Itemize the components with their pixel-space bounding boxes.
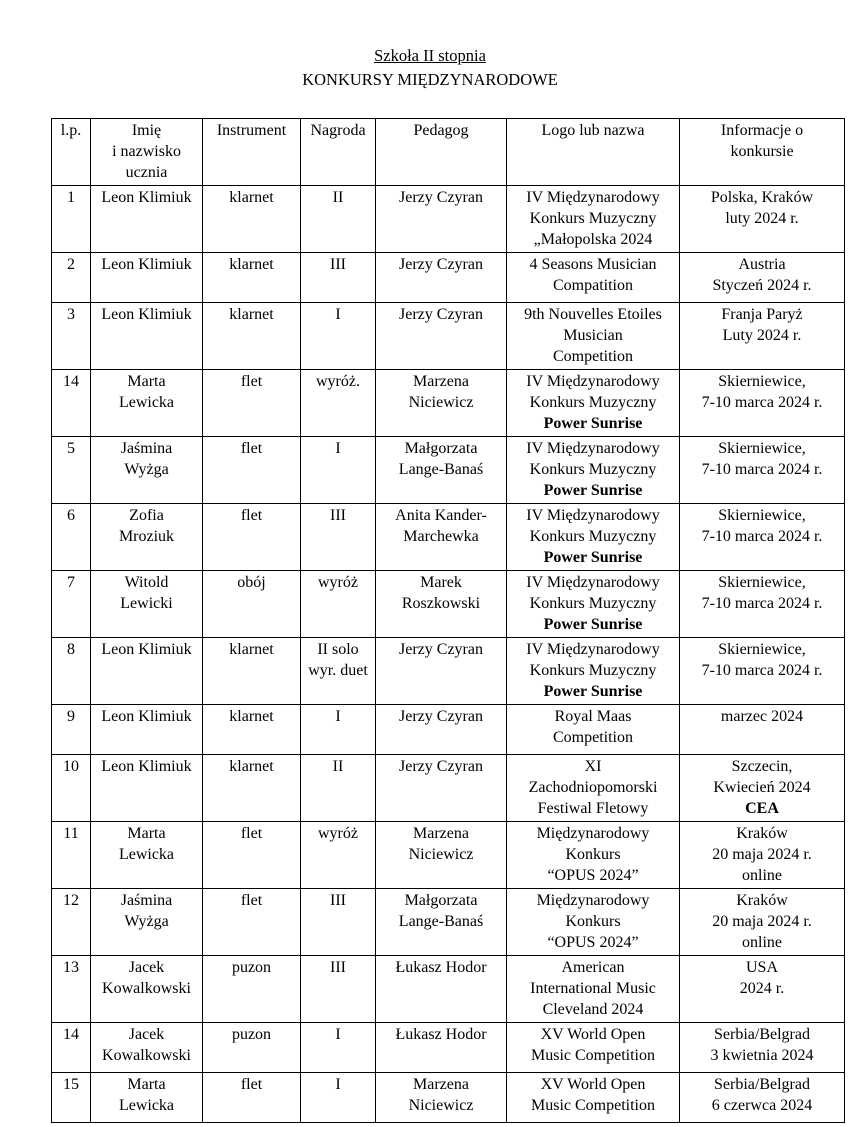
competitions-table bbox=[51, 118, 845, 1123]
cell-competition-info-text: Franja Paryż Luty 2024 r. bbox=[721, 306, 803, 344]
table-row bbox=[52, 705, 845, 755]
cell-lp bbox=[52, 956, 91, 1023]
cell-instrument-text: flet bbox=[240, 892, 263, 909]
cell-instrument-text: klarnet bbox=[229, 641, 274, 658]
table-row bbox=[52, 437, 845, 504]
cell-prize bbox=[301, 889, 376, 956]
cell-prize bbox=[301, 1023, 376, 1073]
cell-lp-text: 1 bbox=[67, 189, 75, 206]
cell-student-text: Jaśmina Wyżga bbox=[120, 892, 173, 930]
cell-prize bbox=[301, 705, 376, 755]
cell-instrument-text: flet bbox=[240, 507, 263, 524]
cell-competition-name-text: XI Zachodniopomorski Festiwal Fletowy bbox=[528, 758, 658, 817]
cell-instrument-text: flet bbox=[240, 1076, 263, 1093]
cell-competition-name-text: IV Międzynarodowy Konkurs Muzyczny bbox=[526, 507, 660, 545]
cell-instrument-text: puzon bbox=[231, 959, 272, 976]
cell-teacher-text: Jerzy Czyran bbox=[399, 708, 483, 725]
cell-competition-info bbox=[680, 437, 845, 504]
cell-teacher bbox=[376, 956, 507, 1023]
cell-instrument-text: obój bbox=[237, 574, 266, 591]
cell-teacher bbox=[376, 253, 507, 303]
cell-lp bbox=[52, 1023, 91, 1073]
cell-competition-name-text: IV Międzynarodowy Konkurs Muzyczny bbox=[526, 574, 660, 612]
cell-competition-info bbox=[680, 705, 845, 755]
cell-prize bbox=[301, 303, 376, 370]
cell-student-text: Marta Lewicka bbox=[118, 373, 175, 411]
cell-lp-text: 14 bbox=[63, 1026, 79, 1043]
cell-lp bbox=[52, 253, 91, 303]
cell-prize bbox=[301, 504, 376, 571]
cell-prize-text: I bbox=[335, 1076, 341, 1093]
cell-prize-text: wyróż bbox=[318, 574, 358, 591]
cell-student-text: Leon Klimiuk bbox=[101, 708, 192, 725]
cell-teacher bbox=[376, 571, 507, 638]
cell-teacher-text: Małgorzata Lange-Banaś bbox=[398, 440, 484, 478]
table-row bbox=[52, 370, 845, 437]
cell-student-text: Jacek Kowalkowski bbox=[102, 959, 191, 997]
cell-teacher bbox=[376, 370, 507, 437]
cell-lp bbox=[52, 370, 91, 437]
cell-teacher bbox=[376, 504, 507, 571]
table-row bbox=[52, 638, 845, 705]
cell-student-text: Jacek Kowalkowski bbox=[102, 1026, 191, 1064]
table-row bbox=[52, 889, 845, 956]
cell-prize bbox=[301, 253, 376, 303]
cell-student-text: Witold Lewicki bbox=[120, 574, 173, 612]
cell-competition-name-text: 4 Seasons Musician Compatition bbox=[529, 256, 657, 294]
cell-competition-info bbox=[680, 303, 845, 370]
cell-competition-info bbox=[680, 889, 845, 956]
cell-competition-info-text: marzec 2024 bbox=[720, 708, 804, 725]
col-header-competition-info: Informacje o konkursie bbox=[680, 119, 845, 186]
cell-teacher bbox=[376, 1023, 507, 1073]
cell-lp-text: 15 bbox=[63, 1076, 79, 1093]
cell-lp-text: 5 bbox=[67, 440, 75, 457]
cell-competition-info-text: Skierniewice, 7-10 marca 2024 r. bbox=[701, 574, 823, 612]
cell-competition-name bbox=[507, 889, 680, 956]
cell-prize-text: II solo wyr. duet bbox=[308, 641, 368, 679]
cell-teacher-text: Łukasz Hodor bbox=[395, 1026, 487, 1043]
cell-lp bbox=[52, 437, 91, 504]
cell-student-text: Zofia Mroziuk bbox=[118, 507, 175, 545]
table-row bbox=[52, 571, 845, 638]
cell-competition-info-text: USA 2024 r. bbox=[739, 959, 785, 997]
cell-instrument-text: klarnet bbox=[229, 708, 274, 725]
cell-student bbox=[91, 755, 203, 822]
cell-student bbox=[91, 705, 203, 755]
cell-competition-info-text: Austria Styczeń 2024 r. bbox=[712, 256, 812, 294]
cell-instrument-text: klarnet bbox=[229, 189, 274, 206]
cell-student bbox=[91, 822, 203, 889]
cell-competition-info-text: Serbia/Belgrad 6 czerwca 2024 bbox=[711, 1076, 813, 1114]
table-row bbox=[52, 1073, 845, 1123]
cell-lp-text: 10 bbox=[63, 758, 79, 775]
cell-lp-text: 7 bbox=[67, 574, 75, 591]
cell-lp bbox=[52, 822, 91, 889]
cell-prize-text: I bbox=[335, 306, 341, 323]
cell-competition-info-text: Skierniewice, 7-10 marca 2024 r. bbox=[701, 641, 823, 679]
cell-prize-text: III bbox=[330, 959, 346, 976]
cell-instrument-text: klarnet bbox=[229, 758, 274, 775]
cell-teacher-text: Jerzy Czyran bbox=[399, 758, 483, 775]
competition-brand-name: Power Sunrise bbox=[543, 482, 643, 499]
cell-instrument bbox=[203, 571, 301, 638]
cell-prize bbox=[301, 638, 376, 705]
table-row bbox=[52, 822, 845, 889]
cell-lp bbox=[52, 755, 91, 822]
cell-teacher-text: Marzena Niciewicz bbox=[408, 825, 474, 863]
col-header-teacher: Pedagog bbox=[376, 119, 507, 186]
cell-teacher-text: Jerzy Czyran bbox=[399, 306, 483, 323]
cell-competition-info bbox=[680, 638, 845, 705]
cell-teacher bbox=[376, 822, 507, 889]
cell-competition-name bbox=[507, 571, 680, 638]
cell-student bbox=[91, 504, 203, 571]
cell-competition-info bbox=[680, 186, 845, 253]
cell-competition-info-text: Kraków 20 maja 2024 r. online bbox=[712, 892, 812, 951]
cell-teacher-text: Łukasz Hodor bbox=[395, 959, 487, 976]
cell-instrument bbox=[203, 437, 301, 504]
table-row bbox=[52, 755, 845, 822]
cell-instrument bbox=[203, 370, 301, 437]
cell-instrument-text: klarnet bbox=[229, 256, 274, 273]
cell-student bbox=[91, 253, 203, 303]
cell-competition-info-text: Skierniewice, 7-10 marca 2024 r. bbox=[701, 373, 823, 411]
cell-teacher-text: Marzena Niciewicz bbox=[408, 1076, 474, 1114]
cell-lp bbox=[52, 571, 91, 638]
cell-student bbox=[91, 571, 203, 638]
cell-teacher bbox=[376, 186, 507, 253]
cell-lp-text: 9 bbox=[67, 708, 75, 725]
cell-lp bbox=[52, 303, 91, 370]
cell-teacher bbox=[376, 638, 507, 705]
cell-student bbox=[91, 303, 203, 370]
col-header-student: Imię i nazwisko ucznia bbox=[91, 119, 203, 186]
cell-teacher-text: Jerzy Czyran bbox=[399, 641, 483, 658]
cell-student-text: Leon Klimiuk bbox=[101, 306, 192, 323]
cell-competition-info bbox=[680, 504, 845, 571]
cell-prize bbox=[301, 755, 376, 822]
cell-student bbox=[91, 1073, 203, 1123]
cell-prize bbox=[301, 186, 376, 253]
cell-instrument bbox=[203, 1073, 301, 1123]
cell-teacher-text: Jerzy Czyran bbox=[399, 189, 483, 206]
cell-instrument bbox=[203, 638, 301, 705]
col-header-competition-name: Logo lub nazwa bbox=[507, 119, 680, 186]
cell-instrument bbox=[203, 889, 301, 956]
table-row bbox=[52, 186, 845, 253]
table-row bbox=[52, 504, 845, 571]
cell-student bbox=[91, 638, 203, 705]
cell-prize-text: I bbox=[335, 708, 341, 725]
cell-instrument-text: flet bbox=[240, 440, 263, 457]
cell-competition-info-text: Serbia/Belgrad 3 kwietnia 2024 bbox=[710, 1026, 814, 1064]
cell-lp bbox=[52, 1073, 91, 1123]
cell-lp bbox=[52, 638, 91, 705]
cell-student bbox=[91, 370, 203, 437]
cell-competition-name bbox=[507, 705, 680, 755]
cell-competition-name bbox=[507, 253, 680, 303]
cell-instrument bbox=[203, 504, 301, 571]
cell-lp-text: 12 bbox=[63, 892, 79, 909]
cell-instrument bbox=[203, 705, 301, 755]
cell-lp bbox=[52, 186, 91, 253]
cell-prize-text: wyróż bbox=[318, 825, 358, 842]
cell-prize bbox=[301, 437, 376, 504]
cell-competition-name-text: IV Międzynarodowy Konkurs Muzyczny „Małopolska 2024 bbox=[526, 189, 660, 248]
cell-competition-name-text: IV Międzynarodowy Konkurs Muzyczny bbox=[526, 641, 660, 679]
cell-competition-name bbox=[507, 638, 680, 705]
cell-instrument bbox=[203, 956, 301, 1023]
page-title: KONKURSY MIĘDZYNARODOWE bbox=[302, 70, 558, 89]
cell-instrument bbox=[203, 186, 301, 253]
cell-competition-name-text: 9th Nouvelles Etoiles Musician Competition bbox=[524, 306, 662, 365]
cell-teacher bbox=[376, 889, 507, 956]
table-row bbox=[52, 956, 845, 1023]
cell-student-text: Leon Klimiuk bbox=[101, 641, 192, 658]
cell-competition-info bbox=[680, 571, 845, 638]
cell-student-text: Marta Lewicka bbox=[118, 1076, 175, 1114]
cell-student bbox=[91, 1023, 203, 1073]
cell-prize-text: I bbox=[335, 1026, 341, 1043]
cell-student-text: Leon Klimiuk bbox=[101, 256, 192, 273]
cell-competition-name-text: IV Międzynarodowy Konkurs Muzyczny bbox=[526, 440, 660, 478]
cell-teacher bbox=[376, 705, 507, 755]
cell-competition-info bbox=[680, 956, 845, 1023]
cell-competition-name-text: American International Music Cleveland 2024 bbox=[530, 959, 656, 1018]
cell-competition-info-text: Kraków 20 maja 2024 r. online bbox=[712, 825, 812, 884]
cell-teacher bbox=[376, 1073, 507, 1123]
cell-lp-text: 6 bbox=[67, 507, 75, 524]
cell-teacher-text: Marek Roszkowski bbox=[401, 574, 481, 612]
cell-instrument bbox=[203, 1023, 301, 1073]
cell-competition-info-text: Szczecin, Kwiecień 2024 bbox=[713, 758, 811, 796]
cell-competition-name bbox=[507, 504, 680, 571]
cell-student bbox=[91, 186, 203, 253]
cell-prize-text: II bbox=[332, 758, 344, 775]
table-row bbox=[52, 1023, 845, 1073]
cell-lp bbox=[52, 705, 91, 755]
cell-lp bbox=[52, 889, 91, 956]
cell-instrument-text: flet bbox=[240, 825, 263, 842]
cell-teacher-text: Marzena Niciewicz bbox=[408, 373, 474, 411]
cell-instrument bbox=[203, 822, 301, 889]
cell-lp-text: 11 bbox=[63, 825, 79, 842]
cell-competition-name bbox=[507, 303, 680, 370]
cell-instrument-text: klarnet bbox=[229, 306, 274, 323]
col-header-lp: l.p. bbox=[52, 119, 91, 186]
table-body bbox=[52, 186, 845, 1123]
cell-instrument bbox=[203, 755, 301, 822]
cell-instrument bbox=[203, 253, 301, 303]
cell-competition-name bbox=[507, 755, 680, 822]
cell-teacher bbox=[376, 303, 507, 370]
cell-student-text: Leon Klimiuk bbox=[101, 758, 192, 775]
table-row bbox=[52, 253, 845, 303]
cell-prize bbox=[301, 1073, 376, 1123]
cell-competition-name bbox=[507, 1073, 680, 1123]
cell-student-text: Marta Lewicka bbox=[118, 825, 175, 863]
cell-student bbox=[91, 956, 203, 1023]
cell-competition-name bbox=[507, 437, 680, 504]
cell-instrument-text: puzon bbox=[231, 1026, 272, 1043]
cell-lp-text: 2 bbox=[67, 256, 75, 273]
cell-competition-info bbox=[680, 1023, 845, 1073]
col-header-instrument: Instrument bbox=[203, 119, 301, 186]
cell-prize-text: III bbox=[330, 507, 346, 524]
cell-teacher bbox=[376, 755, 507, 822]
competition-brand-name: Power Sunrise bbox=[543, 549, 643, 566]
cell-lp-text: 14 bbox=[63, 373, 79, 390]
cell-competition-info-text: Polska, Kraków luty 2024 r. bbox=[710, 189, 814, 227]
cell-prize-text: I bbox=[335, 440, 341, 457]
cell-prize-text: wyróż. bbox=[316, 373, 360, 390]
cell-teacher-text: Anita Kander- Marchewka bbox=[395, 507, 487, 545]
cell-teacher-text: Jerzy Czyran bbox=[399, 256, 483, 273]
cell-lp bbox=[52, 504, 91, 571]
cell-prize-text: II bbox=[332, 189, 344, 206]
competition-brand-name: Power Sunrise bbox=[543, 683, 643, 700]
cell-competition-info bbox=[680, 253, 845, 303]
cell-competition-name bbox=[507, 1023, 680, 1073]
cell-prize bbox=[301, 370, 376, 437]
cell-competition-name-text: XV World Open Music Competition bbox=[531, 1076, 655, 1114]
cell-competition-name bbox=[507, 956, 680, 1023]
cell-competition-name bbox=[507, 822, 680, 889]
cell-competition-info bbox=[680, 822, 845, 889]
cell-prize bbox=[301, 956, 376, 1023]
cell-prize bbox=[301, 822, 376, 889]
cell-prize-text: III bbox=[330, 892, 346, 909]
cell-competition-name-text: XV World Open Music Competition bbox=[531, 1026, 655, 1064]
cell-student bbox=[91, 889, 203, 956]
table-row bbox=[52, 303, 845, 370]
competition-brand-name: Power Sunrise bbox=[543, 415, 643, 432]
cell-competition-info bbox=[680, 1073, 845, 1123]
table-header-row bbox=[52, 119, 845, 186]
cell-competition-name-text: Royal Maas Competition bbox=[553, 708, 633, 746]
competition-brand-name: Power Sunrise bbox=[543, 616, 643, 633]
cell-instrument-text: flet bbox=[240, 373, 263, 390]
cell-teacher bbox=[376, 437, 507, 504]
cell-lp-text: 3 bbox=[67, 306, 75, 323]
cell-competition-info bbox=[680, 370, 845, 437]
cell-prize bbox=[301, 571, 376, 638]
cell-competition-name-text: IV Międzynarodowy Konkurs Muzyczny bbox=[526, 373, 660, 411]
cell-competition-name bbox=[507, 186, 680, 253]
school-level-subtitle: Szkoła II stopnia bbox=[374, 46, 486, 65]
cell-teacher-text: Małgorzata Lange-Banaś bbox=[398, 892, 484, 930]
cell-student-text: Jaśmina Wyżga bbox=[120, 440, 173, 478]
cell-lp-text: 13 bbox=[63, 959, 79, 976]
cell-competition-info-text: Skierniewice, 7-10 marca 2024 r. bbox=[701, 440, 823, 478]
col-header-prize: Nagroda bbox=[301, 119, 376, 186]
cell-competition-name bbox=[507, 370, 680, 437]
cell-lp-text: 8 bbox=[67, 641, 75, 658]
cell-competition-info bbox=[680, 755, 845, 822]
cell-prize-text: III bbox=[330, 256, 346, 273]
cell-competition-name-text: Międzynarodowy Konkurs “OPUS 2024” bbox=[536, 892, 650, 951]
competition-organizer: CEA bbox=[745, 800, 779, 817]
cell-competition-info-text: Skierniewice, 7-10 marca 2024 r. bbox=[701, 507, 823, 545]
cell-competition-name-text: Międzynarodowy Konkurs “OPUS 2024” bbox=[536, 825, 650, 884]
cell-student-text: Leon Klimiuk bbox=[101, 189, 192, 206]
cell-student bbox=[91, 437, 203, 504]
cell-instrument bbox=[203, 303, 301, 370]
